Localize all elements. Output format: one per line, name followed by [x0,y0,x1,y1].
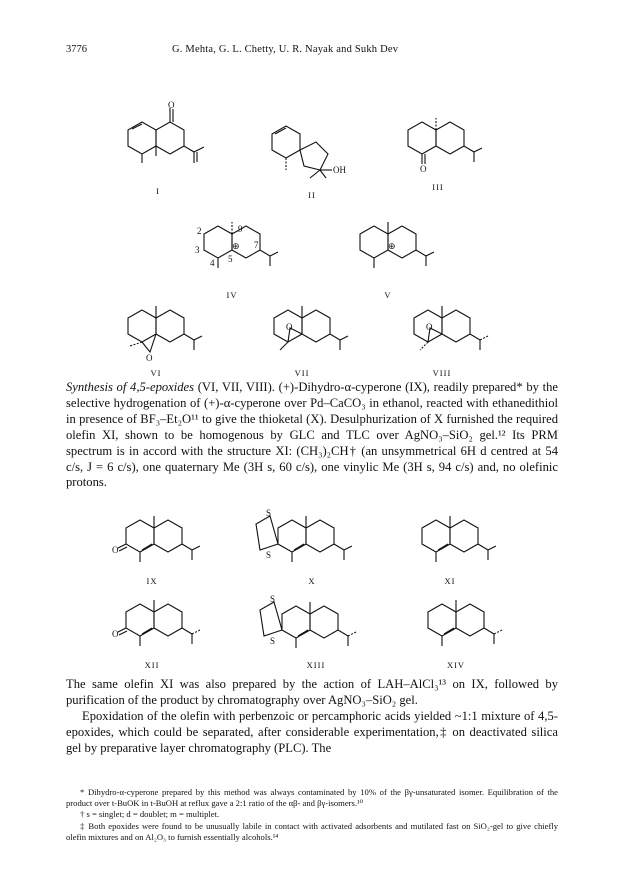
carbonyl-oxygen-I: O [168,100,175,110]
locant-7: 7 [254,240,259,250]
structure-II [262,112,362,200]
sulfur-bottom-X: S [266,550,272,560]
label-IV: IV [226,290,238,300]
label-XII: XII [144,660,160,670]
structure-IX [112,506,212,586]
label-XIV: XIV [446,660,466,670]
structure-VI [116,296,216,378]
footnote-star: * Dihydro-α-cyperone prepared by this method was always contaminated by 10% of the βγ-unsaturated isomer. Equilibration of the product over t-BuOK in t-BuOH at reflux gave a 2:1 ratio of the αβ- and βγ-isomers.¹⁰ [66,787,558,809]
running-head-authors: G. Mehta, G. L. Chetty, U. R. Nayak and Sukh Dev [172,44,399,55]
structure-X [248,500,368,586]
paragraph-synthesis [66,380,558,491]
structure-XIV [416,590,516,670]
label-VII: VII [294,368,310,378]
paragraph-epoxidation: Epoxidation of the olefin with perbenzoic or percamphoric acids yielded ~1:1 mixture of 4,5-epoxides, which could be separated, after considerable experimentation,‡ on deactivated silica gel by preparative layer chromatography (PLC). The [66,708,558,755]
hydroxyl-II: OH [333,165,346,175]
label-XI: XI [444,576,456,586]
footnote-double-dagger: ‡ Both epoxides were found to be unusually labile in contact with activated adsorbents and mutilated fast on SiO₂-gel to give chiefly olefin mixtures and on Al₂O₃ to furnish essentially alcohols.¹⁴ [66,820,558,842]
structure-III [398,104,498,192]
cation-V: ⊕ [388,241,396,251]
page-number: 3776 [66,44,87,55]
structure-VIII [402,296,502,378]
epoxide-oxygen-VI: O [146,353,153,363]
structure-I [118,100,218,196]
carbonyl-oxygen-XII: O [112,629,119,639]
structure-VII [262,296,362,378]
label-XIII: XIII [306,660,326,670]
label-I: I [156,186,160,196]
label-X: X [308,576,316,586]
label-VIII: VIII [432,368,452,378]
locant-9: 9 [238,224,243,234]
carbonyl-oxygen-III: O [420,164,427,174]
label-II: II [308,190,316,200]
structure-IV [192,212,292,300]
label-III: III [432,182,444,192]
epoxide-oxygen-VIII: O [426,322,433,332]
footnotes [66,787,558,843]
label-V: V [384,290,392,300]
footnote-dagger: † s = singlet; d = doublet; m = multiplet. [80,809,220,820]
carbonyl-oxygen-IX: O [112,545,119,555]
label-IX: IX [146,576,158,586]
cation-IV: ⊕ [232,241,240,251]
paragraph-lah-epoxidation [66,677,558,757]
paragraph-lah: The same olefin XI was also prepared by the action of LAH–AlCl₃¹³ on IX, followed by purification of the product by chromatography over AgNO₃–SiO₂ gel. [66,677,558,707]
structure-V [348,212,448,300]
structure-XIII [252,586,372,670]
locant-5: 5 [228,254,233,264]
sulfur-bottom-XIII: S [270,636,276,646]
page-header [66,44,558,60]
label-VI: VI [150,368,162,378]
locant-2: 2 [197,226,202,236]
synthesis-body: (VI, VII, VIII). (+)-Dihydro-α-cyperone (IX), readily prepared* by the selective hydrogenation of (+)-α-cyperone over Pd–CaCO₃ in ethanol, reacted with ethanedithiol in presence of BF₃–Et₂O¹¹ to give the thioketal (X). Desulphurization of X furnished the required olefin XI, shown to be homogenous by GLC and TLC over AgNO₃–SiO₂ gel.¹² Its PRM spectrum is in accord with the structure XI: (CH₃)₂CH† (an unsymmetrical 6H d centred at 54 c/s, J = 6 c/s), one quaternary Me (3H s, 60 c/s), one vinylic Me (3H s, 94 c/s) and, no olefinic protons. [66,380,558,490]
sulfur-top-X: S [266,508,272,518]
locant-3: 3 [195,245,200,255]
structure-XI [410,506,510,586]
sulfur-top-XIII: S [270,594,276,604]
locant-4: 4 [210,258,215,268]
synthesis-heading: Synthesis of 4,5-epoxides [66,380,195,394]
structure-XII [112,590,212,670]
epoxide-oxygen-VII: O [286,322,293,332]
